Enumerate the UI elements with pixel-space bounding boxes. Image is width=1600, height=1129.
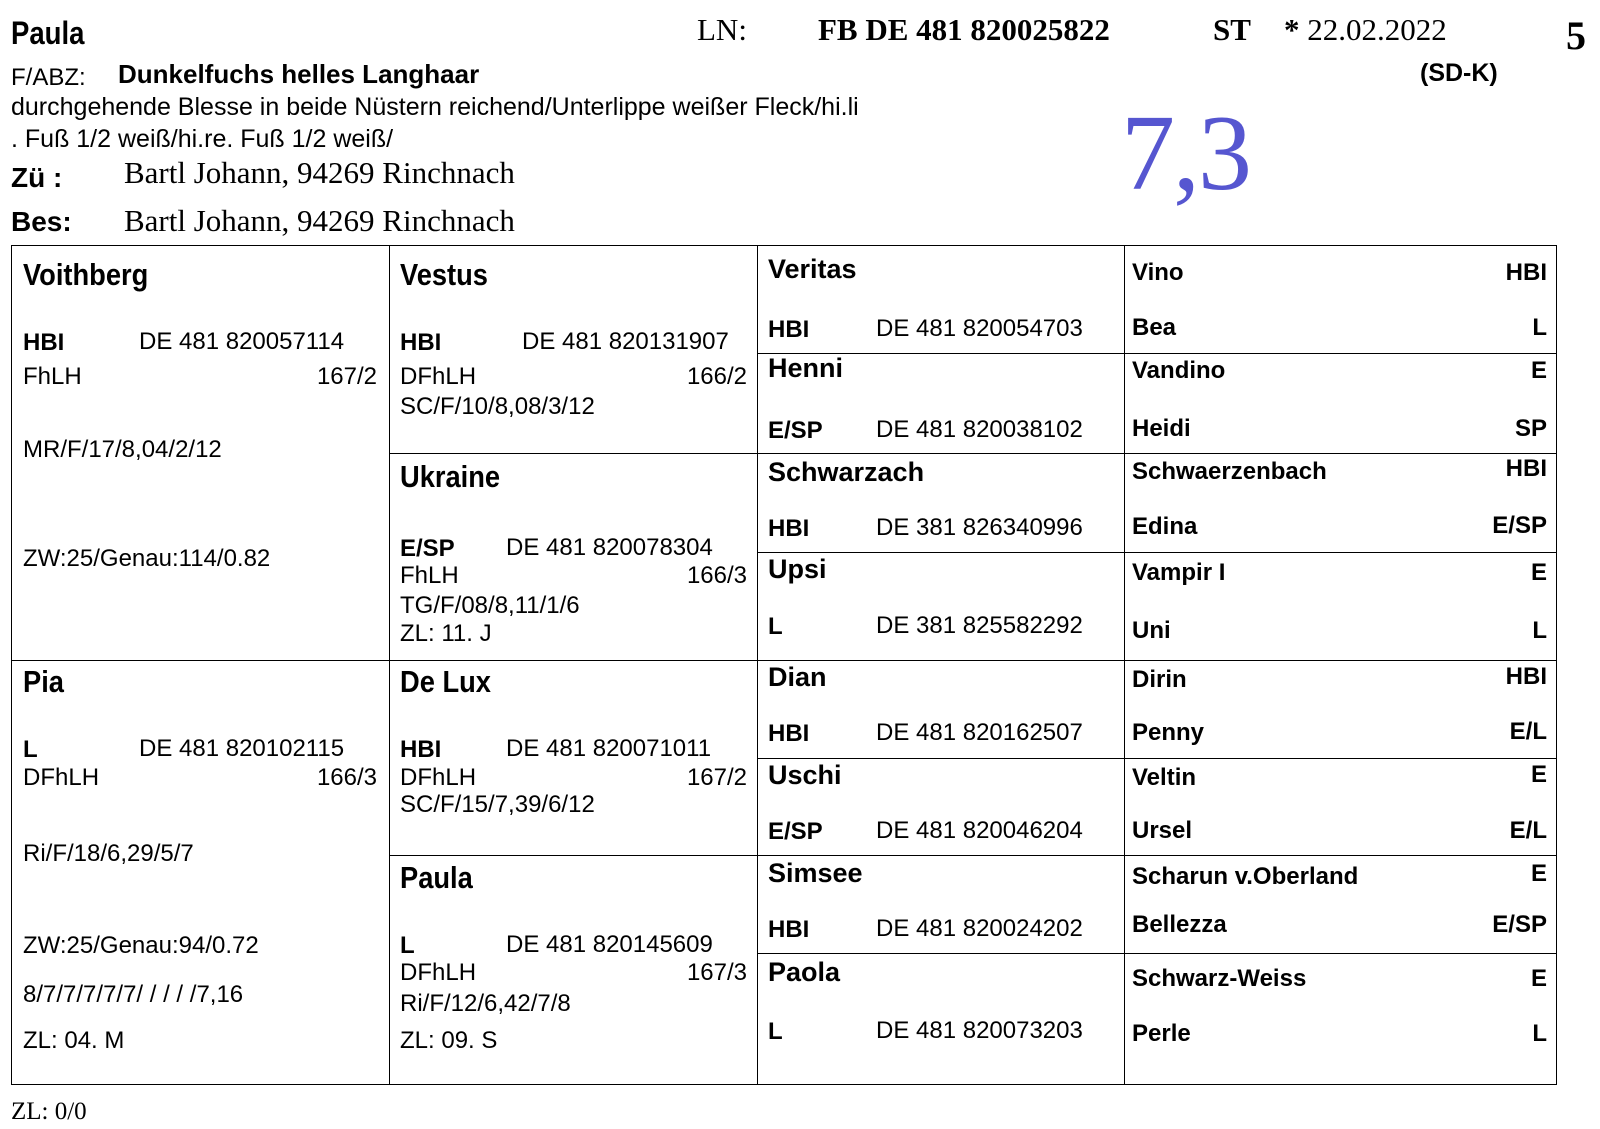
gen4-name: Veltin [1132,764,1197,791]
gen3-class: HBI [768,316,810,343]
gen4-name: Ursel [1132,817,1193,844]
gen4-class: E/SP [1492,512,1547,539]
gen4-name: Dirin [1132,666,1187,693]
gen4-name: Vino [1132,259,1184,286]
gen4-class: E [1530,559,1547,586]
gen4-class: E/L [1509,817,1547,844]
gen4-name: Schwaerzenbach [1132,458,1327,485]
gen2-name: Paula [400,860,473,895]
birth-star: * [1284,12,1300,47]
gen3-name: Paola [768,957,841,987]
gen2-zl: ZL: 11. J [400,620,492,647]
gen4-name: Penny [1132,719,1205,746]
gen2-size: 167/2 [686,764,747,791]
gen2-performance: SC/F/10/8,08/3/12 [400,393,595,420]
gen4-name: Bellezza [1132,911,1227,938]
gen3-id: DE 481 820162507 [876,719,1083,746]
gen4-name: Scharun v.Oberland [1132,863,1359,890]
birth-date-value: 22.02.2022 [1307,12,1447,47]
row-divider [389,453,1556,454]
dam-breeding-value: ZW:25/Genau:94/0.72 [23,932,259,959]
row-divider [757,353,1556,354]
gen4-class: L [1532,314,1547,341]
gen3-class: L [768,1018,783,1045]
row-divider [757,953,1556,954]
gen4-class: HBI [1505,259,1547,286]
description-line-1: durchgehende Blesse in beide Nüstern reichend/Unterlippe weißer Fleck/hi.li [11,93,859,121]
gen4-name: Perle [1132,1020,1191,1047]
gen4-class: E [1530,860,1547,887]
gen2-id: DE 481 820071011 [506,735,712,762]
row-divider [12,660,1556,661]
sdk-label: (SD-K) [1420,59,1498,87]
gen4-name: Schwarz-Weiss [1132,965,1307,992]
sire-breed: FhLH [23,363,82,390]
gen3-class: HBI [768,916,810,943]
dam-id: DE 481 820102115 [139,735,345,762]
gen3-class: HBI [768,720,810,747]
footer-zl: ZL: 0/0 [11,1098,87,1125]
gen2-class: E/SP [400,535,455,562]
owner-label: Bes: [11,206,72,237]
dam-name: Pia [23,664,64,699]
gen3-name: Simsee [768,858,863,888]
gen4-class: E [1530,761,1547,788]
birth-date [1284,12,1447,48]
gen3-class: L [768,613,783,640]
breeder-value: Bartl Johann, 94269 Rinchnach [124,155,515,190]
gen3-name: Upsi [768,554,827,584]
gen3-class: HBI [768,515,810,542]
gen2-class: HBI [400,329,442,356]
description-line-2: . Fuß 1/2 weiß/hi.re. Fuß 1/2 weiß/ [11,125,394,153]
gen2-breed: DFhLH [400,363,477,390]
page-number: 5 [1566,13,1586,58]
gen2-id: DE 481 820145609 [506,931,713,958]
gen4-class: E/L [1509,718,1547,745]
gen4-name: Vandino [1132,357,1226,384]
gen2-performance: Ri/F/12/6,42/7/8 [400,990,571,1017]
gen2-name: Ukraine [400,459,501,494]
gen4-class: L [1532,617,1547,644]
sire-size: 167/2 [316,363,377,390]
dam-size: 166/3 [316,764,377,791]
row-divider [389,855,1556,856]
sire-id: DE 481 820057114 [139,328,345,355]
gen4-class: HBI [1505,663,1547,690]
dam-class: L [23,736,38,763]
gen4-name: Edina [1132,513,1198,540]
gen2-breed: DFhLH [400,959,477,986]
gen3-id: DE 481 820073203 [876,1017,1083,1044]
gen3-id: DE 481 820024202 [876,915,1083,942]
gen3-id: DE 481 820054703 [876,315,1083,342]
ln-label: LN: [697,12,747,47]
gen4-class: SP [1514,415,1547,442]
dam-performance: Ri/F/18/6,29/5/7 [23,840,194,867]
gen3-id: DE 481 820038102 [876,416,1083,443]
gen2-id: DE 481 820131907 [522,328,729,355]
breeder-label: Zü : [11,162,63,193]
gen3-name: Dian [768,662,827,692]
handwritten-score: 7,3 [1121,94,1250,213]
pedigree-table [11,245,1557,1085]
gen4-class: E [1530,965,1547,992]
gen3-name: Schwarzach [768,457,925,487]
gen4-class: HBI [1505,455,1547,482]
gen2-breed: DFhLH [400,764,477,791]
gen3-name: Henni [768,353,844,383]
dam-scores: 8/7/7/7/7/7/ / / / /7,16 [23,981,244,1008]
sire-performance: MR/F/17/8,04/2/12 [23,436,222,463]
gen2-class: HBI [400,736,442,763]
fabz-value: Dunkelfuchs helles Langhaar [118,59,480,89]
gen3-class: E/SP [768,818,823,845]
sire-class: HBI [23,329,65,356]
gen2-name: Vestus [400,257,488,292]
column-divider [757,246,758,1084]
gen2-id: DE 481 820078304 [506,534,713,561]
column-divider [389,246,390,1084]
gen4-class: L [1532,1020,1547,1047]
gen4-name: Bea [1132,314,1177,341]
gen2-size: 167/3 [686,959,747,986]
column-divider [1124,246,1125,1084]
gen2-performance: TG/F/08/8,11/1/6 [400,592,580,619]
horse-name: Paula [11,15,85,51]
sire-breeding-value: ZW:25/Genau:114/0.82 [23,545,271,572]
gen3-name: Veritas [768,254,857,284]
dam-breed: DFhLH [23,764,100,791]
gen3-id: DE 381 825582292 [876,612,1083,639]
gen3-id: DE 481 820046204 [876,817,1083,844]
gen4-class: E/SP [1492,911,1547,938]
sire-name: Voithberg [23,257,149,292]
dam-zl: ZL: 04. M [23,1027,125,1054]
gen2-breed: FhLH [400,562,459,589]
row-divider [757,552,1556,553]
gen3-class: E/SP [768,417,823,444]
fabz-label: F/ABZ: [11,64,86,91]
gen2-name: De Lux [400,664,491,699]
st-label: ST [1213,12,1251,47]
gen3-name: Uschi [768,760,842,790]
gen2-zl: ZL: 09. S [400,1027,498,1054]
gen2-class: L [400,932,415,959]
gen4-name: Uni [1132,617,1171,644]
gen2-size: 166/3 [686,562,747,589]
ln-value: FB DE 481 820025822 [818,12,1110,47]
gen3-id: DE 381 826340996 [876,514,1083,541]
gen2-performance: SC/F/15/7,39/6/12 [400,791,595,818]
gen4-name: Heidi [1132,415,1191,442]
owner-value: Bartl Johann, 94269 Rinchnach [124,203,515,238]
gen4-class: E [1530,357,1547,384]
gen4-name: Vampir I [1132,559,1226,586]
gen2-size: 166/2 [686,363,747,390]
row-divider [757,758,1556,759]
